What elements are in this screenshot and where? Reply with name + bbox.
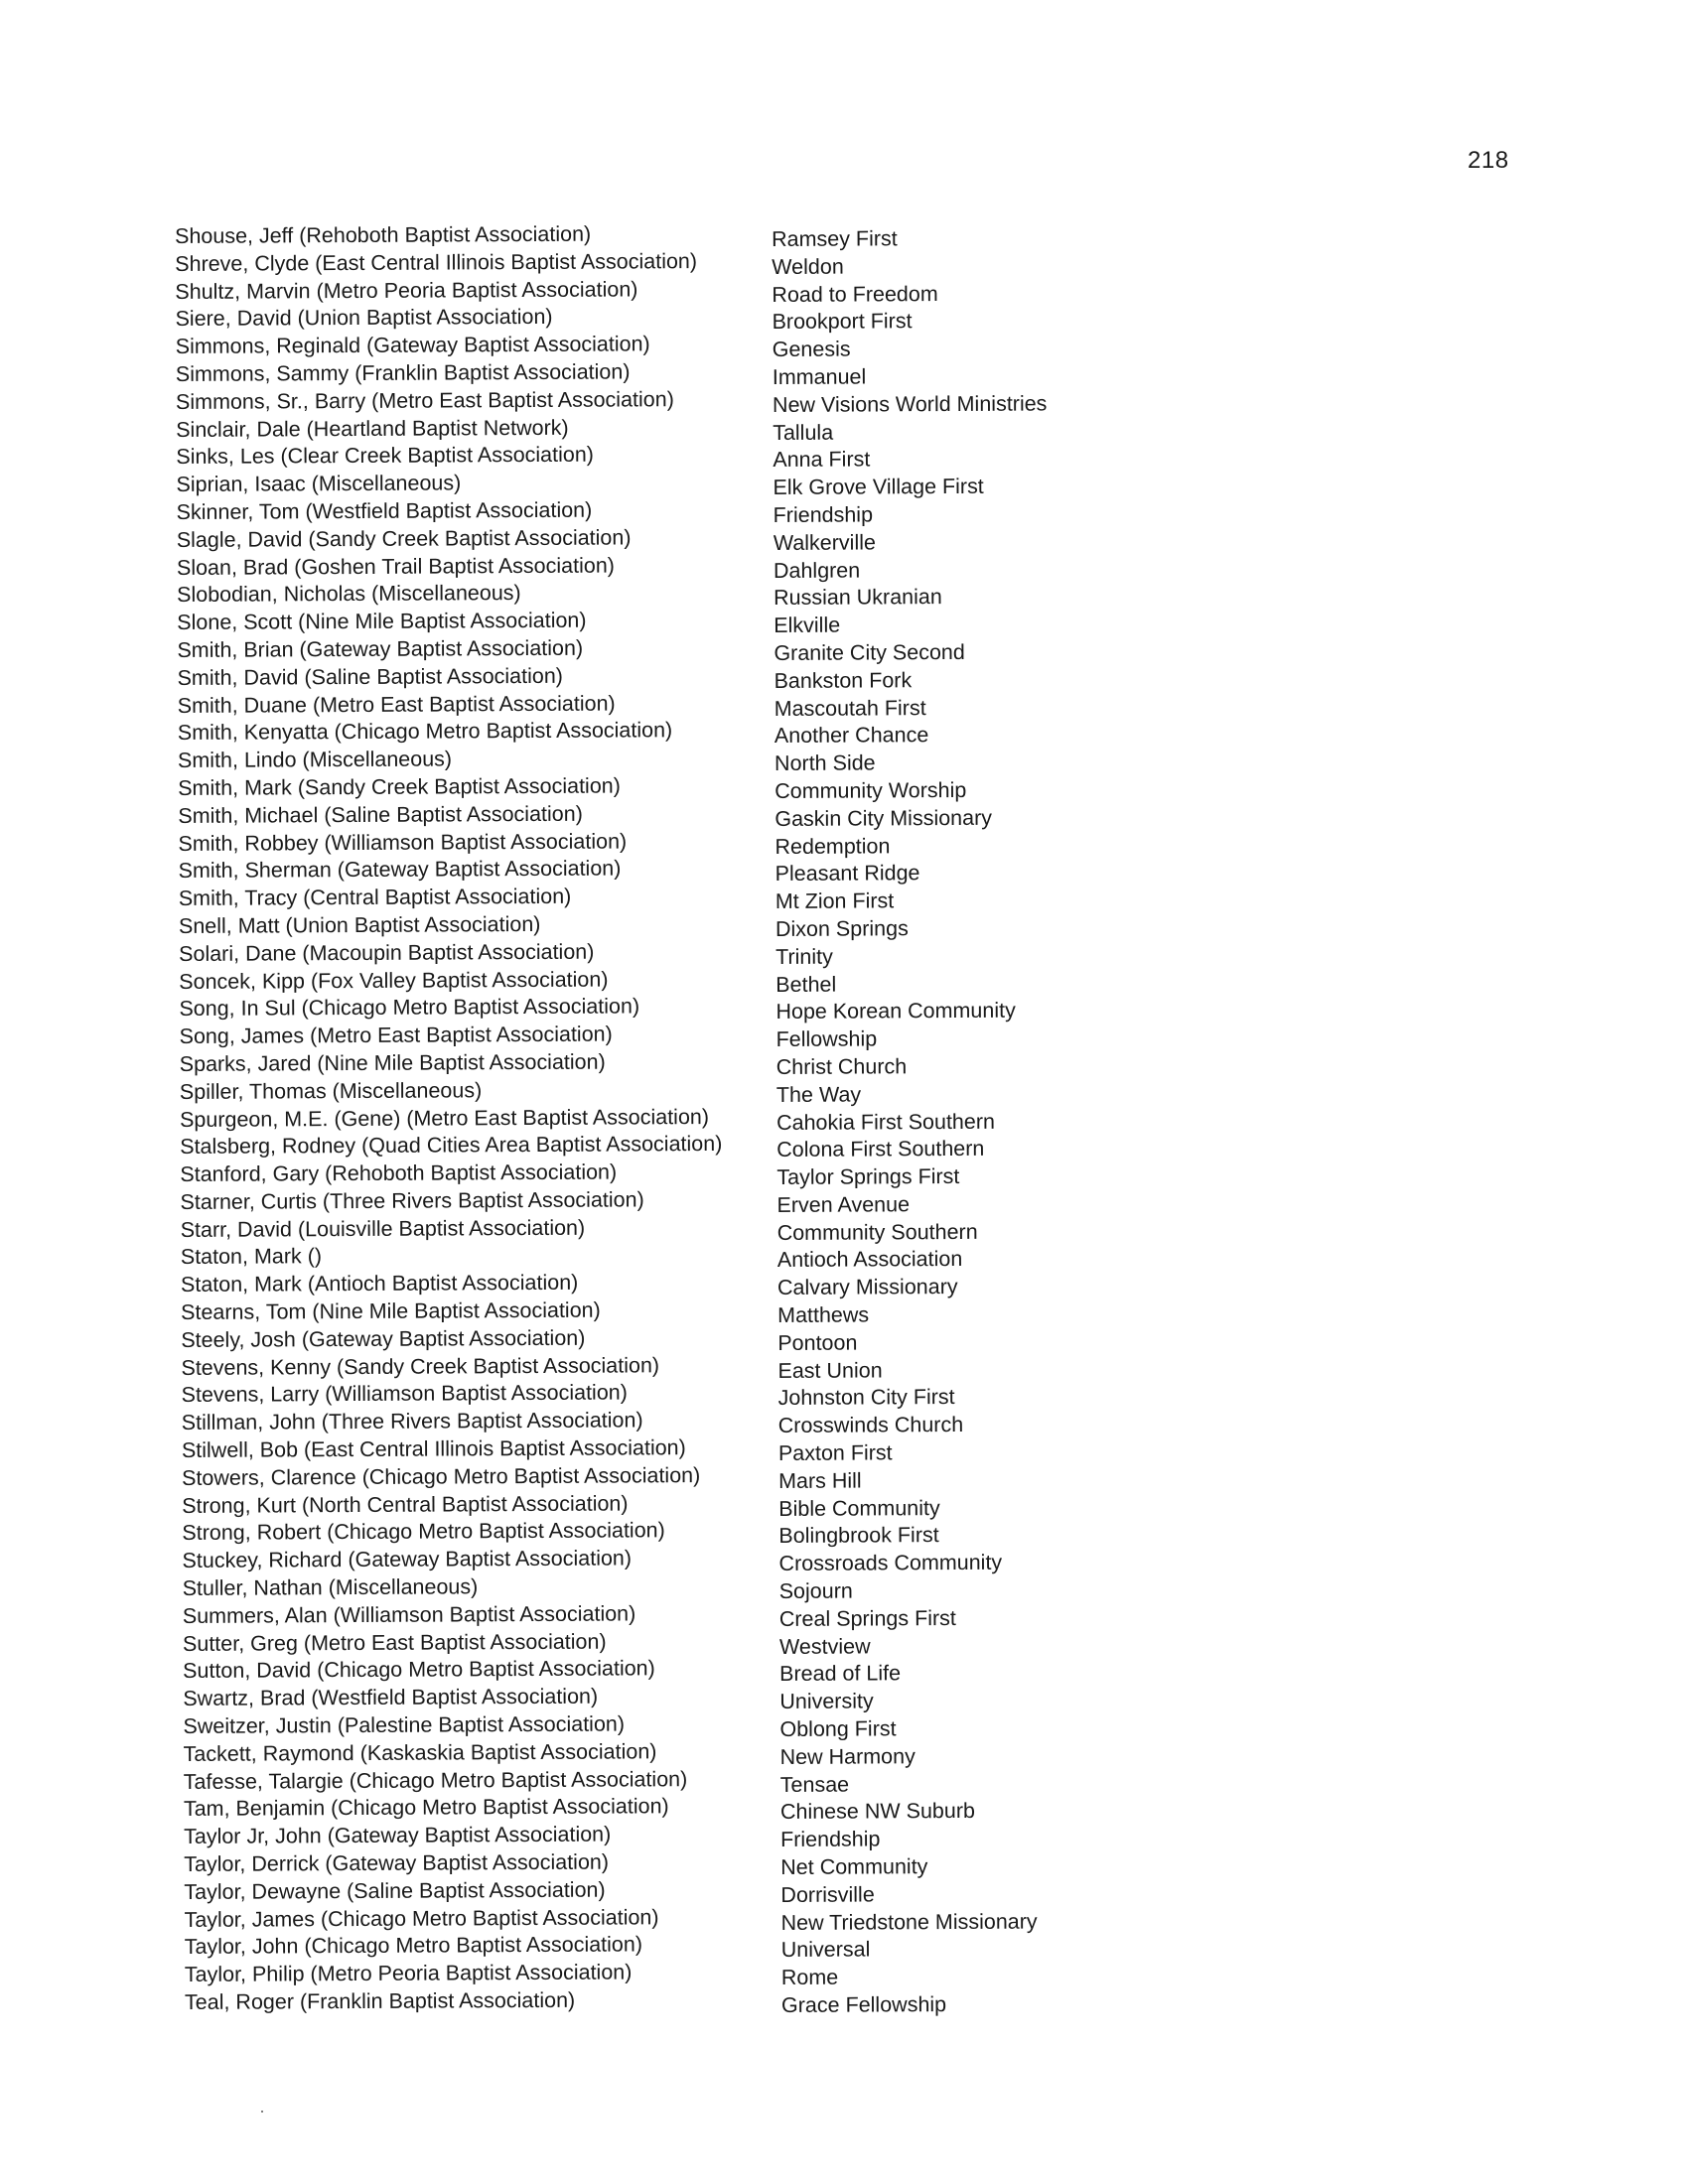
pastor-entry: Stanford, Gary (Rehoboth Baptist Association) bbox=[180, 1160, 618, 1187]
pastor-entry: Strong, Robert (Chicago Metro Baptist Association) bbox=[182, 1518, 665, 1546]
church-entry: University bbox=[779, 1689, 874, 1714]
church-entry: Dorrisville bbox=[780, 1882, 875, 1907]
church-entry: Another Chance bbox=[774, 723, 929, 749]
pastor-entry: Sinks, Les (Clear Creek Baptist Association) bbox=[176, 443, 595, 470]
pastor-entry: Smith, Sherman (Gateway Baptist Association) bbox=[178, 856, 622, 884]
church-entry: Brookport First bbox=[772, 309, 913, 335]
pastor-entry: Sutter, Greg (Metro East Baptist Association) bbox=[182, 1629, 607, 1656]
pastor-entry: Smith, Lindo (Miscellaneous) bbox=[177, 747, 453, 773]
pastor-entry: Siere, David (Union Baptist Association) bbox=[175, 305, 553, 332]
pastor-entry: Smith, Michael (Saline Baptist Association) bbox=[178, 801, 583, 828]
church-entry: Bible Community bbox=[778, 1495, 940, 1521]
church-entry: Taylor Springs First bbox=[776, 1164, 960, 1190]
pastor-entry: Shouse, Jeff (Rehoboth Baptist Association) bbox=[175, 221, 592, 248]
pastor-entry: Starner, Curtis (Three Rivers Baptist Association) bbox=[180, 1187, 644, 1214]
pastor-entry: Sinclair, Dale (Heartland Baptist Network) bbox=[176, 415, 569, 442]
pastor-entry: Stuller, Nathan (Miscellaneous) bbox=[182, 1574, 479, 1601]
church-entry: Anna First bbox=[773, 447, 871, 473]
church-entry: Westview bbox=[778, 1634, 871, 1659]
pastor-entry: Smith, Duane (Metro East Baptist Association) bbox=[177, 691, 616, 718]
pastor-entry: Stuckey, Richard (Gateway Baptist Association) bbox=[182, 1546, 633, 1573]
pastor-entry: Slone, Scott (Nine Mile Baptist Association) bbox=[177, 608, 587, 635]
church-entry: Pontoon bbox=[777, 1330, 858, 1355]
church-entry: Tensae bbox=[779, 1772, 850, 1797]
pastor-entry: Starr, David (Louisville Baptist Association) bbox=[180, 1215, 586, 1242]
church-entry: Bread of Life bbox=[779, 1661, 902, 1687]
pastor-entry: Smith, Tracy (Central Baptist Association) bbox=[178, 884, 572, 911]
church-entry: Calvary Missionary bbox=[776, 1275, 958, 1300]
pastor-entry: Summers, Alan (Williamson Baptist Association) bbox=[182, 1601, 636, 1628]
church-entry: Friendship bbox=[773, 502, 874, 527]
pastor-entry: Steely, Josh (Gateway Baptist Association) bbox=[181, 1325, 586, 1352]
pastor-entry: Taylor, James (Chicago Metro Baptist Association) bbox=[184, 1904, 659, 1932]
pastor-entry: Swartz, Brad (Westfield Baptist Association) bbox=[183, 1684, 599, 1711]
pastor-entry: Stearns, Tom (Nine Mile Baptist Association) bbox=[181, 1297, 601, 1325]
pastor-name-column bbox=[175, 220, 727, 2017]
church-entry: Community Southern bbox=[776, 1219, 978, 1245]
church-entry: Russian Ukranian bbox=[774, 585, 942, 611]
pastor-entry: Simmons, Sr., Barry (Metro East Baptist Association) bbox=[175, 386, 674, 414]
church-entry: Bethel bbox=[776, 972, 837, 997]
pastor-entry: Smith, Kenyatta (Chicago Metro Baptist Association) bbox=[177, 718, 673, 746]
church-entry: Net Community bbox=[780, 1854, 928, 1879]
church-entry: Road to Freedom bbox=[772, 281, 938, 307]
pastor-entry: Stalsberg, Rodney (Quad Cities Area Baptist Association) bbox=[180, 1132, 723, 1160]
pastor-entry: Song, James (Metro East Baptist Association) bbox=[179, 1022, 613, 1049]
church-entry: New Harmony bbox=[779, 1744, 916, 1769]
pastor-entry: Sutton, David (Chicago Metro Baptist Association) bbox=[183, 1656, 655, 1684]
pastor-entry: Stillman, John (Three Rivers Baptist Association) bbox=[181, 1408, 643, 1435]
church-entry: Hope Korean Community bbox=[776, 998, 1016, 1024]
church-entry: The Way bbox=[776, 1082, 862, 1107]
pastor-entry: Soncek, Kipp (Fox Valley Baptist Association) bbox=[179, 967, 609, 994]
pastor-entry: Strong, Kurt (North Central Baptist Association) bbox=[182, 1491, 629, 1518]
church-entry: Bankston Fork bbox=[774, 667, 913, 693]
pastor-entry: Smith, Mark (Sandy Creek Baptist Association) bbox=[178, 773, 621, 800]
pastor-entry: Taylor, Derrick (Gateway Baptist Association) bbox=[184, 1849, 610, 1876]
pastor-entry: Smith, David (Saline Baptist Association) bbox=[177, 663, 563, 690]
pastor-entry: Siprian, Isaac (Miscellaneous) bbox=[176, 471, 462, 497]
church-entry: Grace Fellowship bbox=[780, 1992, 947, 2017]
church-entry: Mt Zion First bbox=[775, 888, 895, 914]
church-entry: Cahokia First Southern bbox=[776, 1109, 995, 1135]
church-entry: Elkville bbox=[774, 613, 841, 638]
church-entry: Universal bbox=[780, 1937, 871, 1963]
church-entry: Erven Avenue bbox=[776, 1192, 911, 1217]
church-entry: Mascoutah First bbox=[774, 695, 926, 721]
church-entry: Community Worship bbox=[775, 777, 967, 803]
pastor-entry: Smith, Brian (Gateway Baptist Association) bbox=[177, 635, 584, 662]
pastor-entry: Snell, Matt (Union Baptist Association) bbox=[178, 911, 541, 938]
pastor-entry: Tam, Benjamin (Chicago Metro Baptist Association) bbox=[183, 1794, 669, 1822]
church-entry: Dixon Springs bbox=[775, 916, 909, 941]
pastor-entry: Solari, Dane (Macoupin Baptist Association) bbox=[179, 939, 595, 966]
church-entry: Granite City Second bbox=[774, 639, 965, 665]
church-name-column bbox=[772, 224, 1056, 2019]
pastor-entry: Stevens, Kenny (Sandy Creek Baptist Association) bbox=[181, 1352, 660, 1380]
church-entry: Gaskin City Missionary bbox=[775, 805, 993, 831]
pastor-entry: Tackett, Raymond (Kaskaskia Baptist Association) bbox=[183, 1739, 657, 1766]
church-entry: Colona First Southern bbox=[776, 1137, 985, 1162]
church-entry: Creal Springs First bbox=[778, 1605, 956, 1631]
church-entry: Dahlgren bbox=[773, 558, 861, 583]
church-entry: Rome bbox=[780, 1965, 839, 1990]
church-entry: Oblong First bbox=[779, 1716, 897, 1742]
church-entry: Fellowship bbox=[776, 1026, 878, 1052]
pastor-entry: Skinner, Tom (Westfield Baptist Association) bbox=[176, 497, 593, 524]
church-entry: Matthews bbox=[777, 1302, 870, 1328]
pastor-entry: Taylor Jr, John (Gateway Baptist Association) bbox=[184, 1822, 612, 1849]
pastor-entry: Staton, Mark () bbox=[180, 1244, 323, 1270]
church-entry: North Side bbox=[774, 751, 876, 776]
page-number: 218 bbox=[1468, 147, 1509, 174]
church-entry: Chinese NW Suburb bbox=[779, 1799, 975, 1825]
pastor-entry: Shreve, Clyde (East Central Illinois Baptist Association) bbox=[175, 248, 698, 276]
pastor-entry: Slobodian, Nicholas (Miscellaneous) bbox=[177, 581, 521, 608]
church-entry: Christ Church bbox=[776, 1054, 908, 1079]
pastor-entry: Taylor, Philip (Metro Peoria Baptist Association) bbox=[184, 1960, 633, 1987]
church-entry: East Union bbox=[777, 1358, 883, 1383]
pastor-entry: Sparks, Jared (Nine Mile Baptist Association) bbox=[179, 1049, 606, 1076]
church-entry: Crossroads Community bbox=[778, 1550, 1003, 1576]
church-entry: Crosswinds Church bbox=[777, 1413, 964, 1438]
pastor-entry: Simmons, Reginald (Gateway Baptist Association) bbox=[175, 332, 650, 359]
church-entry: Mars Hill bbox=[777, 1468, 862, 1493]
pastor-entry: Shultz, Marvin (Metro Peoria Baptist Association) bbox=[175, 276, 638, 304]
church-entry: Sojourn bbox=[778, 1578, 853, 1604]
church-entry: Bolingbrook First bbox=[778, 1523, 939, 1549]
church-entry: Pleasant Ridge bbox=[775, 861, 920, 887]
church-entry: Trinity bbox=[776, 944, 833, 969]
pastor-entry: Song, In Sul (Chicago Metro Baptist Association) bbox=[179, 994, 640, 1022]
pastor-entry: Taylor, Dewayne (Saline Baptist Association) bbox=[184, 1877, 606, 1904]
pastor-entry: Stowers, Clarence (Chicago Metro Baptist Association) bbox=[181, 1462, 701, 1490]
church-entry: Elk Grove Village First bbox=[773, 474, 984, 500]
scan-speck bbox=[261, 2111, 263, 2113]
church-entry: Tallula bbox=[773, 420, 834, 445]
pastor-entry: Spiller, Thomas (Miscellaneous) bbox=[179, 1077, 483, 1104]
church-entry: New Triedstone Missionary bbox=[780, 1909, 1038, 1935]
pastor-entry: Tafesse, Talargie (Chicago Metro Baptist Association) bbox=[183, 1766, 688, 1794]
pastor-entry: Sloan, Brad (Goshen Trail Baptist Association) bbox=[176, 553, 615, 580]
pastor-entry: Smith, Robbey (Williamson Baptist Association) bbox=[178, 828, 628, 856]
church-entry: Friendship bbox=[780, 1827, 881, 1852]
church-entry: Johnston City First bbox=[777, 1385, 955, 1411]
church-entry: Genesis bbox=[772, 337, 851, 362]
church-entry: Ramsey First bbox=[772, 226, 898, 251]
pastor-entry: Stevens, Larry (Williamson Baptist Association) bbox=[181, 1380, 628, 1408]
church-entry: Walkerville bbox=[773, 530, 876, 555]
pastor-entry: Simmons, Sammy (Franklin Baptist Association) bbox=[175, 359, 631, 386]
church-entry: Immanuel bbox=[772, 364, 867, 389]
pastor-entry: Taylor, John (Chicago Metro Baptist Association) bbox=[184, 1932, 643, 1960]
pastor-entry: Staton, Mark (Antioch Baptist Association) bbox=[180, 1271, 579, 1297]
church-entry: Paxton First bbox=[777, 1440, 893, 1466]
pastor-entry: Spurgeon, M.E. (Gene) (Metro East Baptist Association) bbox=[179, 1104, 710, 1132]
pastor-entry: Slagle, David (Sandy Creek Baptist Association) bbox=[176, 525, 632, 552]
church-entry: Weldon bbox=[772, 254, 844, 279]
church-entry: Antioch Association bbox=[776, 1247, 963, 1273]
pastor-entry: Teal, Roger (Franklin Baptist Association) bbox=[184, 1987, 576, 2014]
church-entry: New Visions World Ministries bbox=[772, 391, 1048, 417]
pastor-entry: Sweitzer, Justin (Palestine Baptist Association) bbox=[183, 1711, 626, 1739]
church-entry: Redemption bbox=[775, 833, 891, 859]
pastor-entry: Stilwell, Bob (East Central Illinois Baptist Association) bbox=[181, 1435, 686, 1463]
